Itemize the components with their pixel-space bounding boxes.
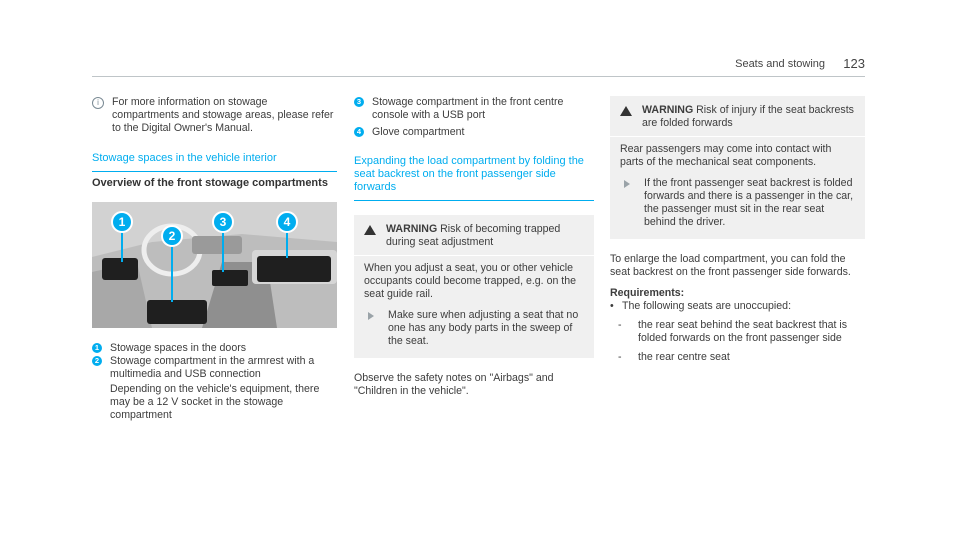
warning-title: Risk of becoming trapped during seat adjustment	[386, 223, 561, 248]
number-badge: 2	[92, 356, 102, 366]
requirement-item	[610, 300, 865, 313]
svg-text:1: 1	[118, 215, 126, 229]
list-item	[354, 96, 594, 122]
warning-body	[354, 256, 594, 358]
header-rule	[92, 76, 865, 77]
callout-2	[162, 226, 182, 246]
info-text: For more information on stowage compartments and stowage areas, please refer to the Digital Owner's Manual.	[112, 96, 334, 134]
arrow-icon	[368, 312, 374, 320]
warning-body	[610, 137, 865, 239]
item-note: Depending on the vehicle's equipment, there may be a 12 V socket in the stowage compartment	[110, 383, 320, 421]
callout-3	[213, 212, 233, 232]
item-text: Stowage compartment in the front centre console with a USB port	[372, 96, 564, 121]
info-icon: i	[92, 97, 104, 109]
warning-title: Risk of injury if the seat backrests are folded forwards	[642, 104, 854, 129]
section-heading: Expanding the load compartment by folding the seat backrest on the front passenger side forwards	[354, 155, 594, 201]
column-3	[610, 96, 865, 364]
bullet-text: If the front passenger seat backrest is folded forwards and there is a passenger in the car, the passenger must sit in the rear seat behind the driver.	[644, 177, 854, 228]
item-text: Stowage compartment in the armrest with a multimedia and USB connection	[110, 355, 315, 380]
svg-text:2: 2	[168, 229, 176, 243]
warning-text: Rear passengers may come into contact with parts of the mechanical seat components.	[620, 143, 832, 168]
info-note	[92, 96, 337, 135]
section-heading: Stowage spaces in the vehicle interior	[92, 152, 337, 172]
warning-header	[610, 96, 865, 137]
column-2	[354, 96, 594, 398]
requirements-heading: Requirements:	[610, 287, 685, 299]
callout-4	[277, 212, 297, 232]
number-badge: 3	[354, 97, 364, 107]
item-text: Stowage spaces in the doors	[110, 342, 247, 354]
requirement-text: The following seats are unoccupied:	[622, 300, 792, 312]
section-title: Seats and stowing	[735, 58, 825, 70]
dash-item: - the rear centre seat	[618, 351, 730, 363]
interior-illustration	[92, 202, 337, 328]
warning-box	[354, 215, 594, 358]
legend-list-continued	[354, 96, 594, 139]
interior-photo	[92, 202, 337, 328]
sub-heading: Overview of the front stowage compartments	[92, 177, 328, 189]
number-badge: 1	[92, 343, 102, 353]
paragraph: To enlarge the load compartment, you can fold the seat backrest on the front passenger side forwards.	[610, 253, 851, 278]
column-1	[92, 96, 337, 422]
dash-text: the rear seat behind the seat backrest that is folded forwards on the front passenger side	[638, 319, 848, 344]
safety-note: Observe the safety notes on "Airbags" and "Children in the vehicle".	[354, 372, 554, 397]
warning-text: When you adjust a seat, you or other vehicle occupants could become trapped, e.g. on the seat guide rail.	[364, 262, 577, 300]
list-item	[354, 126, 594, 139]
warning-icon	[620, 106, 632, 116]
legend-list	[92, 342, 337, 381]
warning-bullet	[364, 309, 584, 348]
warning-bullet	[620, 177, 855, 229]
page-number: 123	[843, 56, 865, 71]
warning-label: WARNING	[386, 223, 438, 235]
dash-item: - the rear seat behind the seat backrest that is folded forwards on the front passenger side	[610, 319, 865, 345]
warning-box	[610, 96, 865, 239]
warning-header	[354, 215, 594, 256]
number-badge: 4	[354, 127, 364, 137]
list-item	[92, 355, 337, 381]
svg-text:3: 3	[219, 215, 227, 229]
arrow-icon	[624, 180, 630, 188]
list-item	[92, 342, 337, 355]
bullet-text: Make sure when adjusting a seat that no one has any body parts in the sweep of the seat.	[388, 309, 579, 347]
bullet-dot: •	[610, 300, 614, 312]
item-text: Glove compartment	[372, 126, 465, 138]
warning-label: WARNING	[642, 104, 694, 116]
svg-text:4: 4	[283, 215, 291, 229]
callout-1	[112, 212, 132, 232]
dash-text: the rear centre seat	[638, 351, 730, 363]
warning-icon	[364, 225, 376, 235]
